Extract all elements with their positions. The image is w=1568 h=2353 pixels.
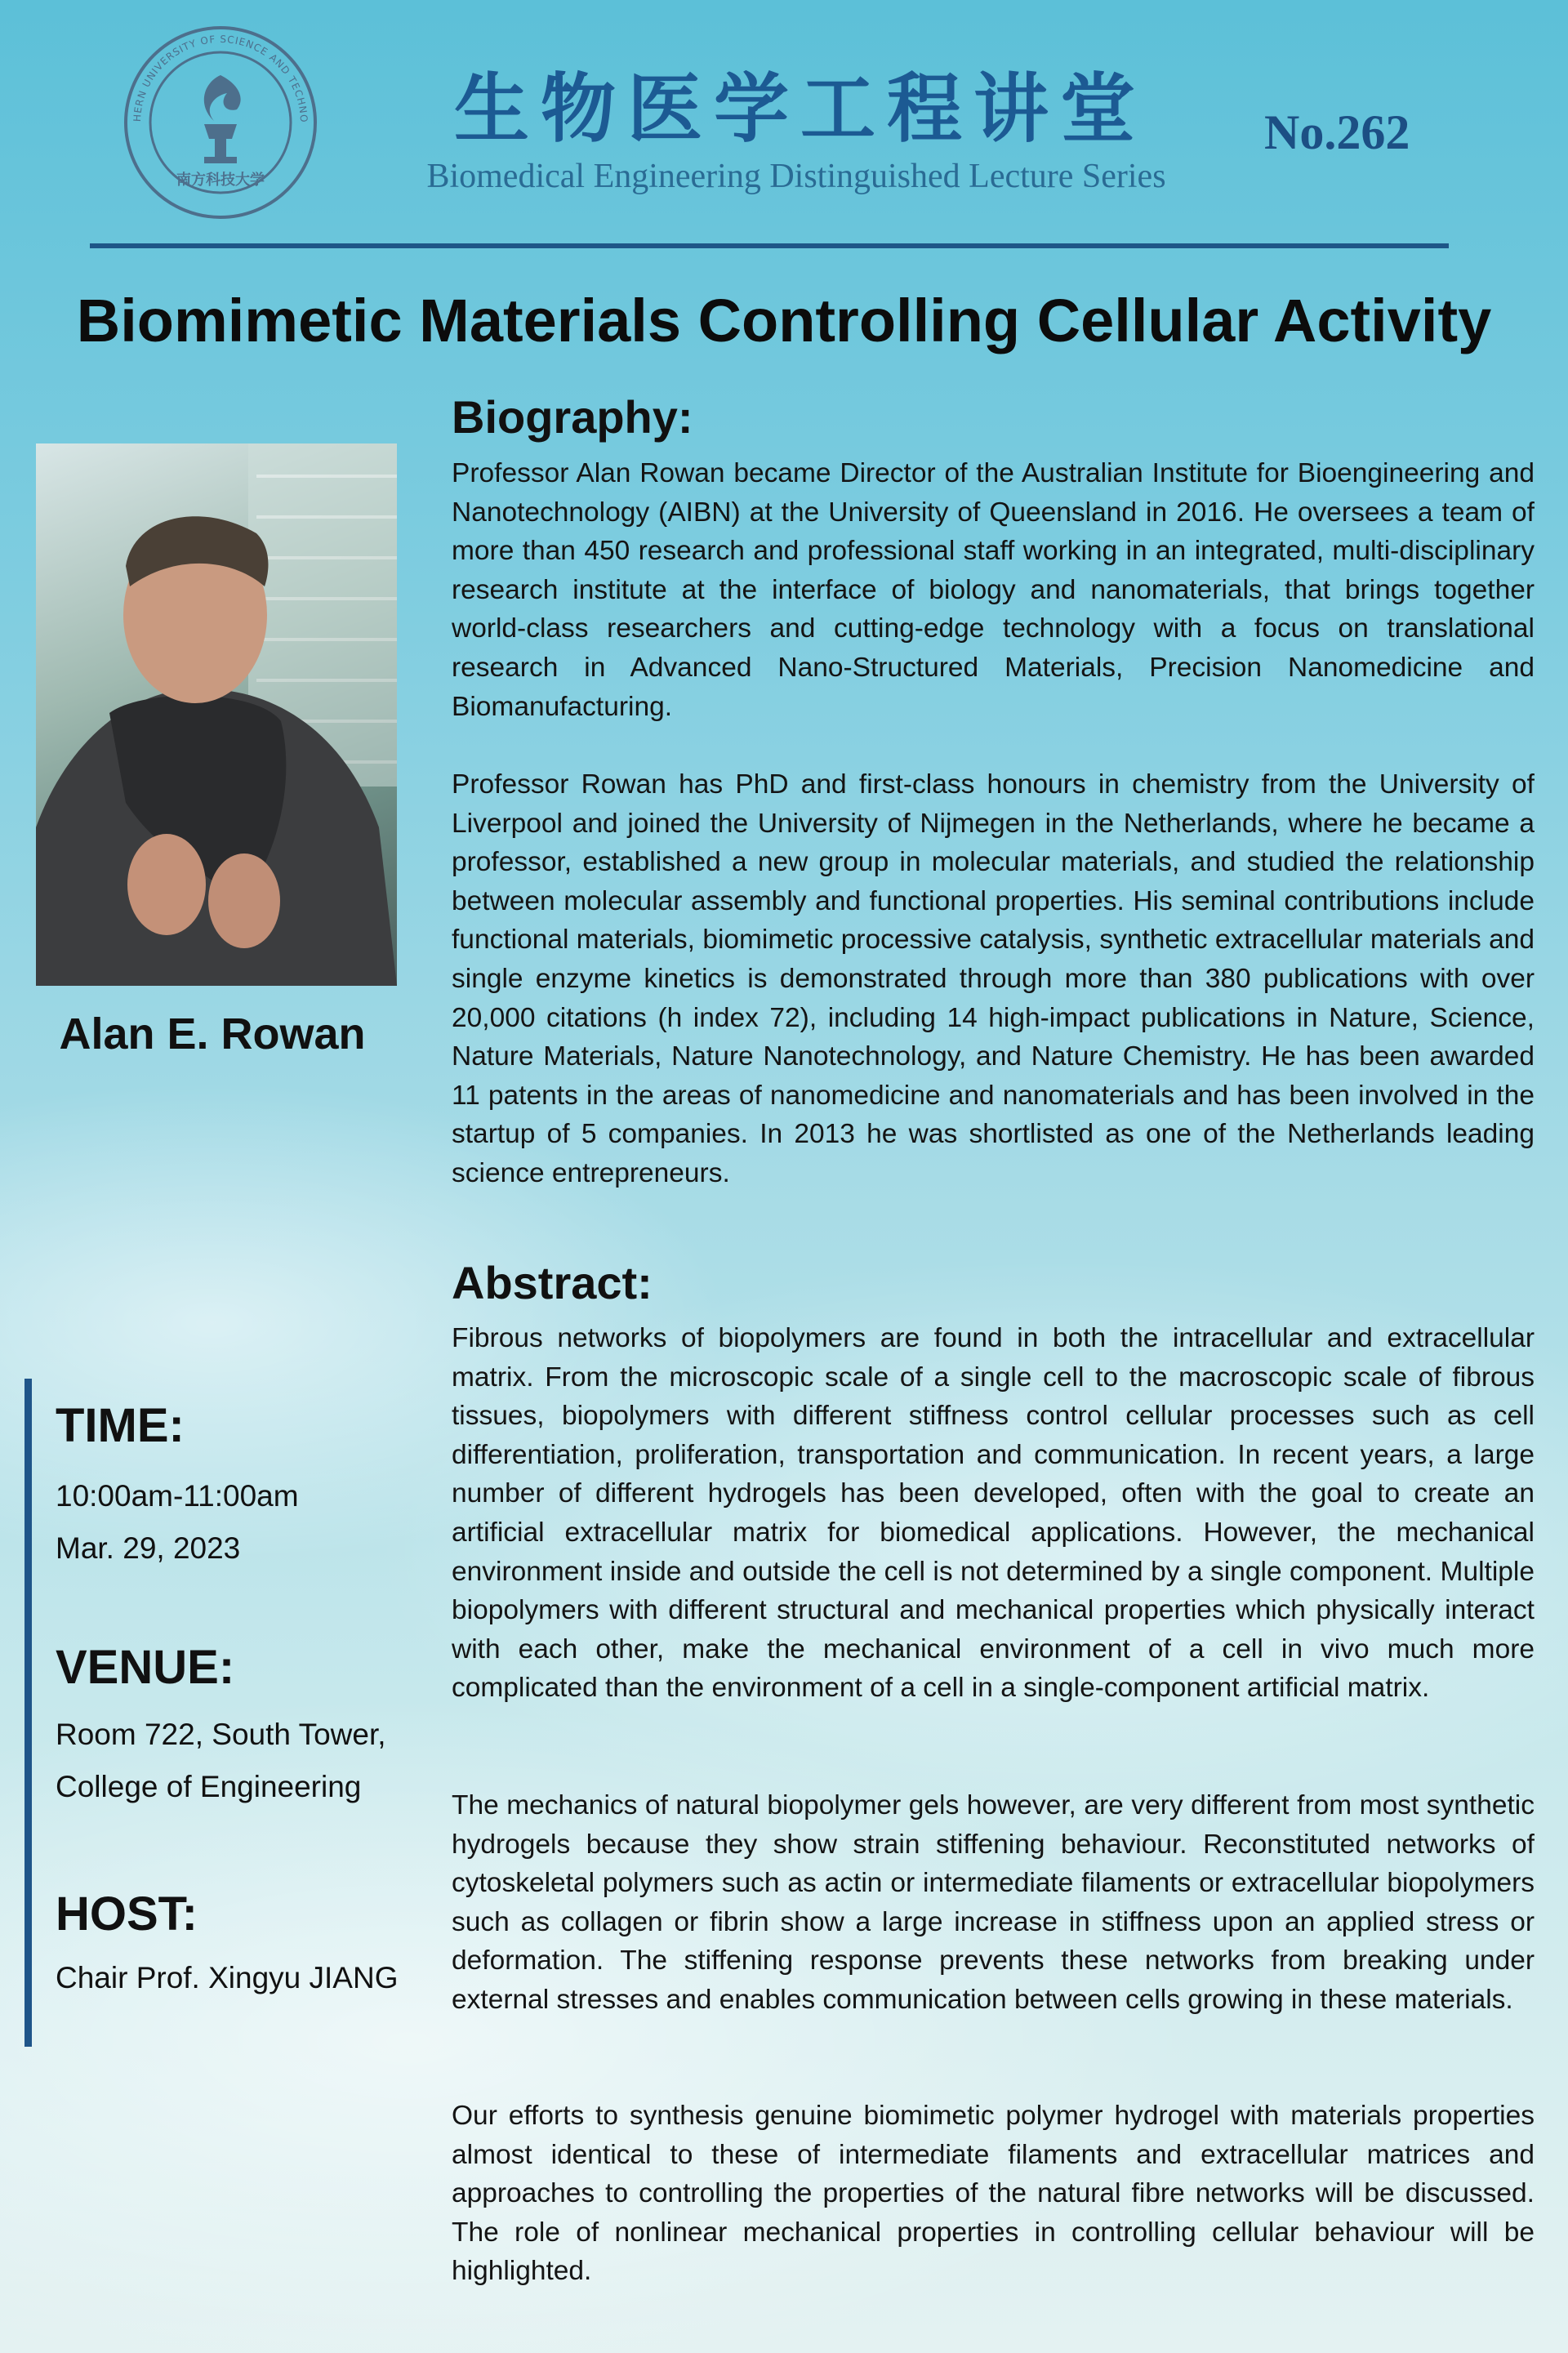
abstract-heading: Abstract: [452,1257,653,1308]
header-divider [90,243,1449,248]
speaker-photo [36,443,397,986]
lecture-title: Biomimetic Materials Controlling Cellular Activity [76,287,1492,354]
logo-seal-text: 南方科技大学 [176,172,265,189]
abstract-paragraph-1: Fibrous networks of biopolymers are found in both the intracellular and extracellular matrix. From the microscopic scale of a single cell to the macroscopic scale of fibrous tissues, biopolymers with different stiffness control cellular processes such as cell differentiation, proliferation, transportation and communication. In recent years, a large number of different hydrogels has been developed, often with the goal to create an artificial extracellular matrix for biomedical applications. However, the mechanical environment inside and outside the cell is not determined by a single component. Multiple biopolymers with different structural and mechanical properties which physically interact with each other, make the mechanical environment of a cell in vivo much more complicated than the environment of a cell in a single-component artificial matrix. [452,1323,1535,1704]
lecture-series-title-cn: 生物医学工程讲堂 [453,65,1147,153]
host-name: Chair Prof. Xingyu JIANG [56,1961,399,1994]
host-label: HOST: [56,1887,198,1941]
biography-paragraph-2: Professor Rowan has PhD and first-class honours in chemistry from the University of Liverpool and joined the University of Nijmegen in the Netherlands, where he became a professor, established a new group in molecular materials, and studied the relationship between molecular assembly and functional properties. His seminal contributions include functional materials, biomimetic processive catalysis, synthetic extracellular materials and single enzyme kinetics is demonstrated through more than 380 publications with over 20,000 citations (h index 72), including 14 high-impact publications in Nature, Science, Nature Materials, Nature Nanotechnology, and Nature Chemistry. He has been awarded 11 patents in the areas of nanomedicine and nanomaterials and has been involved in the startup of 5 companies. In 2013 he was shortlisted as one of the Netherlands leading science entrepreneurs. [452,769,1535,1188]
biography-heading: Biography: [452,391,693,443]
time-label: TIME: [56,1399,185,1452]
event-date: Mar. 29, 2023 [56,1531,241,1565]
time-range: 10:00am-11:00am [56,1479,299,1513]
lecture-series-title-en: Biomedical Engineering Distinguished Lecture Series [426,158,1166,195]
venue-line-1: Room 722, South Tower, [56,1718,386,1751]
venue-label: VENUE: [56,1641,235,1694]
speaker-name: Alan E. Rowan [59,1009,366,1058]
venue-line-2: College of Engineering [56,1770,362,1803]
abstract-paragraph-2: The mechanics of natural biopolymer gels however, are very different from most synthetic hydrogels because they show strain stiffening behaviour. Reconstituted networks of cytoskeletal polymers such as actin or intermediate filaments or extracellular biopolymers such as collagen or fibrin show a large increase in stiffness upon an applied stress or deformation. The stiffening response prevents these networks from breaking under external stresses and enables communication between cells growing in these materials. [452,1790,1535,2015]
logo-ring-text: HERN UNIVERSITY OF SCIENCE AND TECHNO [131,33,310,123]
info-side-bar [24,1379,32,2047]
abstract-paragraph-3: Our efforts to synthesis genuine biomimetic polymer hydrogel with materials properties almost identical to these of intermediate filaments and extracellular matrices and approaches to controlling the properties of the natural fibre networks will be discussed. The role of nonlinear mechanical properties in controlling cellular behaviour will be highlighted. [452,2101,1535,2287]
biography-paragraph-1: Professor Alan Rowan became Director of the Australian Institute for Bioengineering and Nanotechnology (AIBN) at the University of Queensland in 2016. He oversees a team of more than 450 research and professional staff working in an integrated, multi-disciplinary research institute at the interface of biology and nanomaterials, that brings together world-class researchers and cutting-edge technology with a focus on translational research in Advanced Nano-Structured Materials, Precision Nanomedicine and Biomanufacturing. [452,458,1535,722]
lecture-number: No.262 [1264,105,1410,159]
